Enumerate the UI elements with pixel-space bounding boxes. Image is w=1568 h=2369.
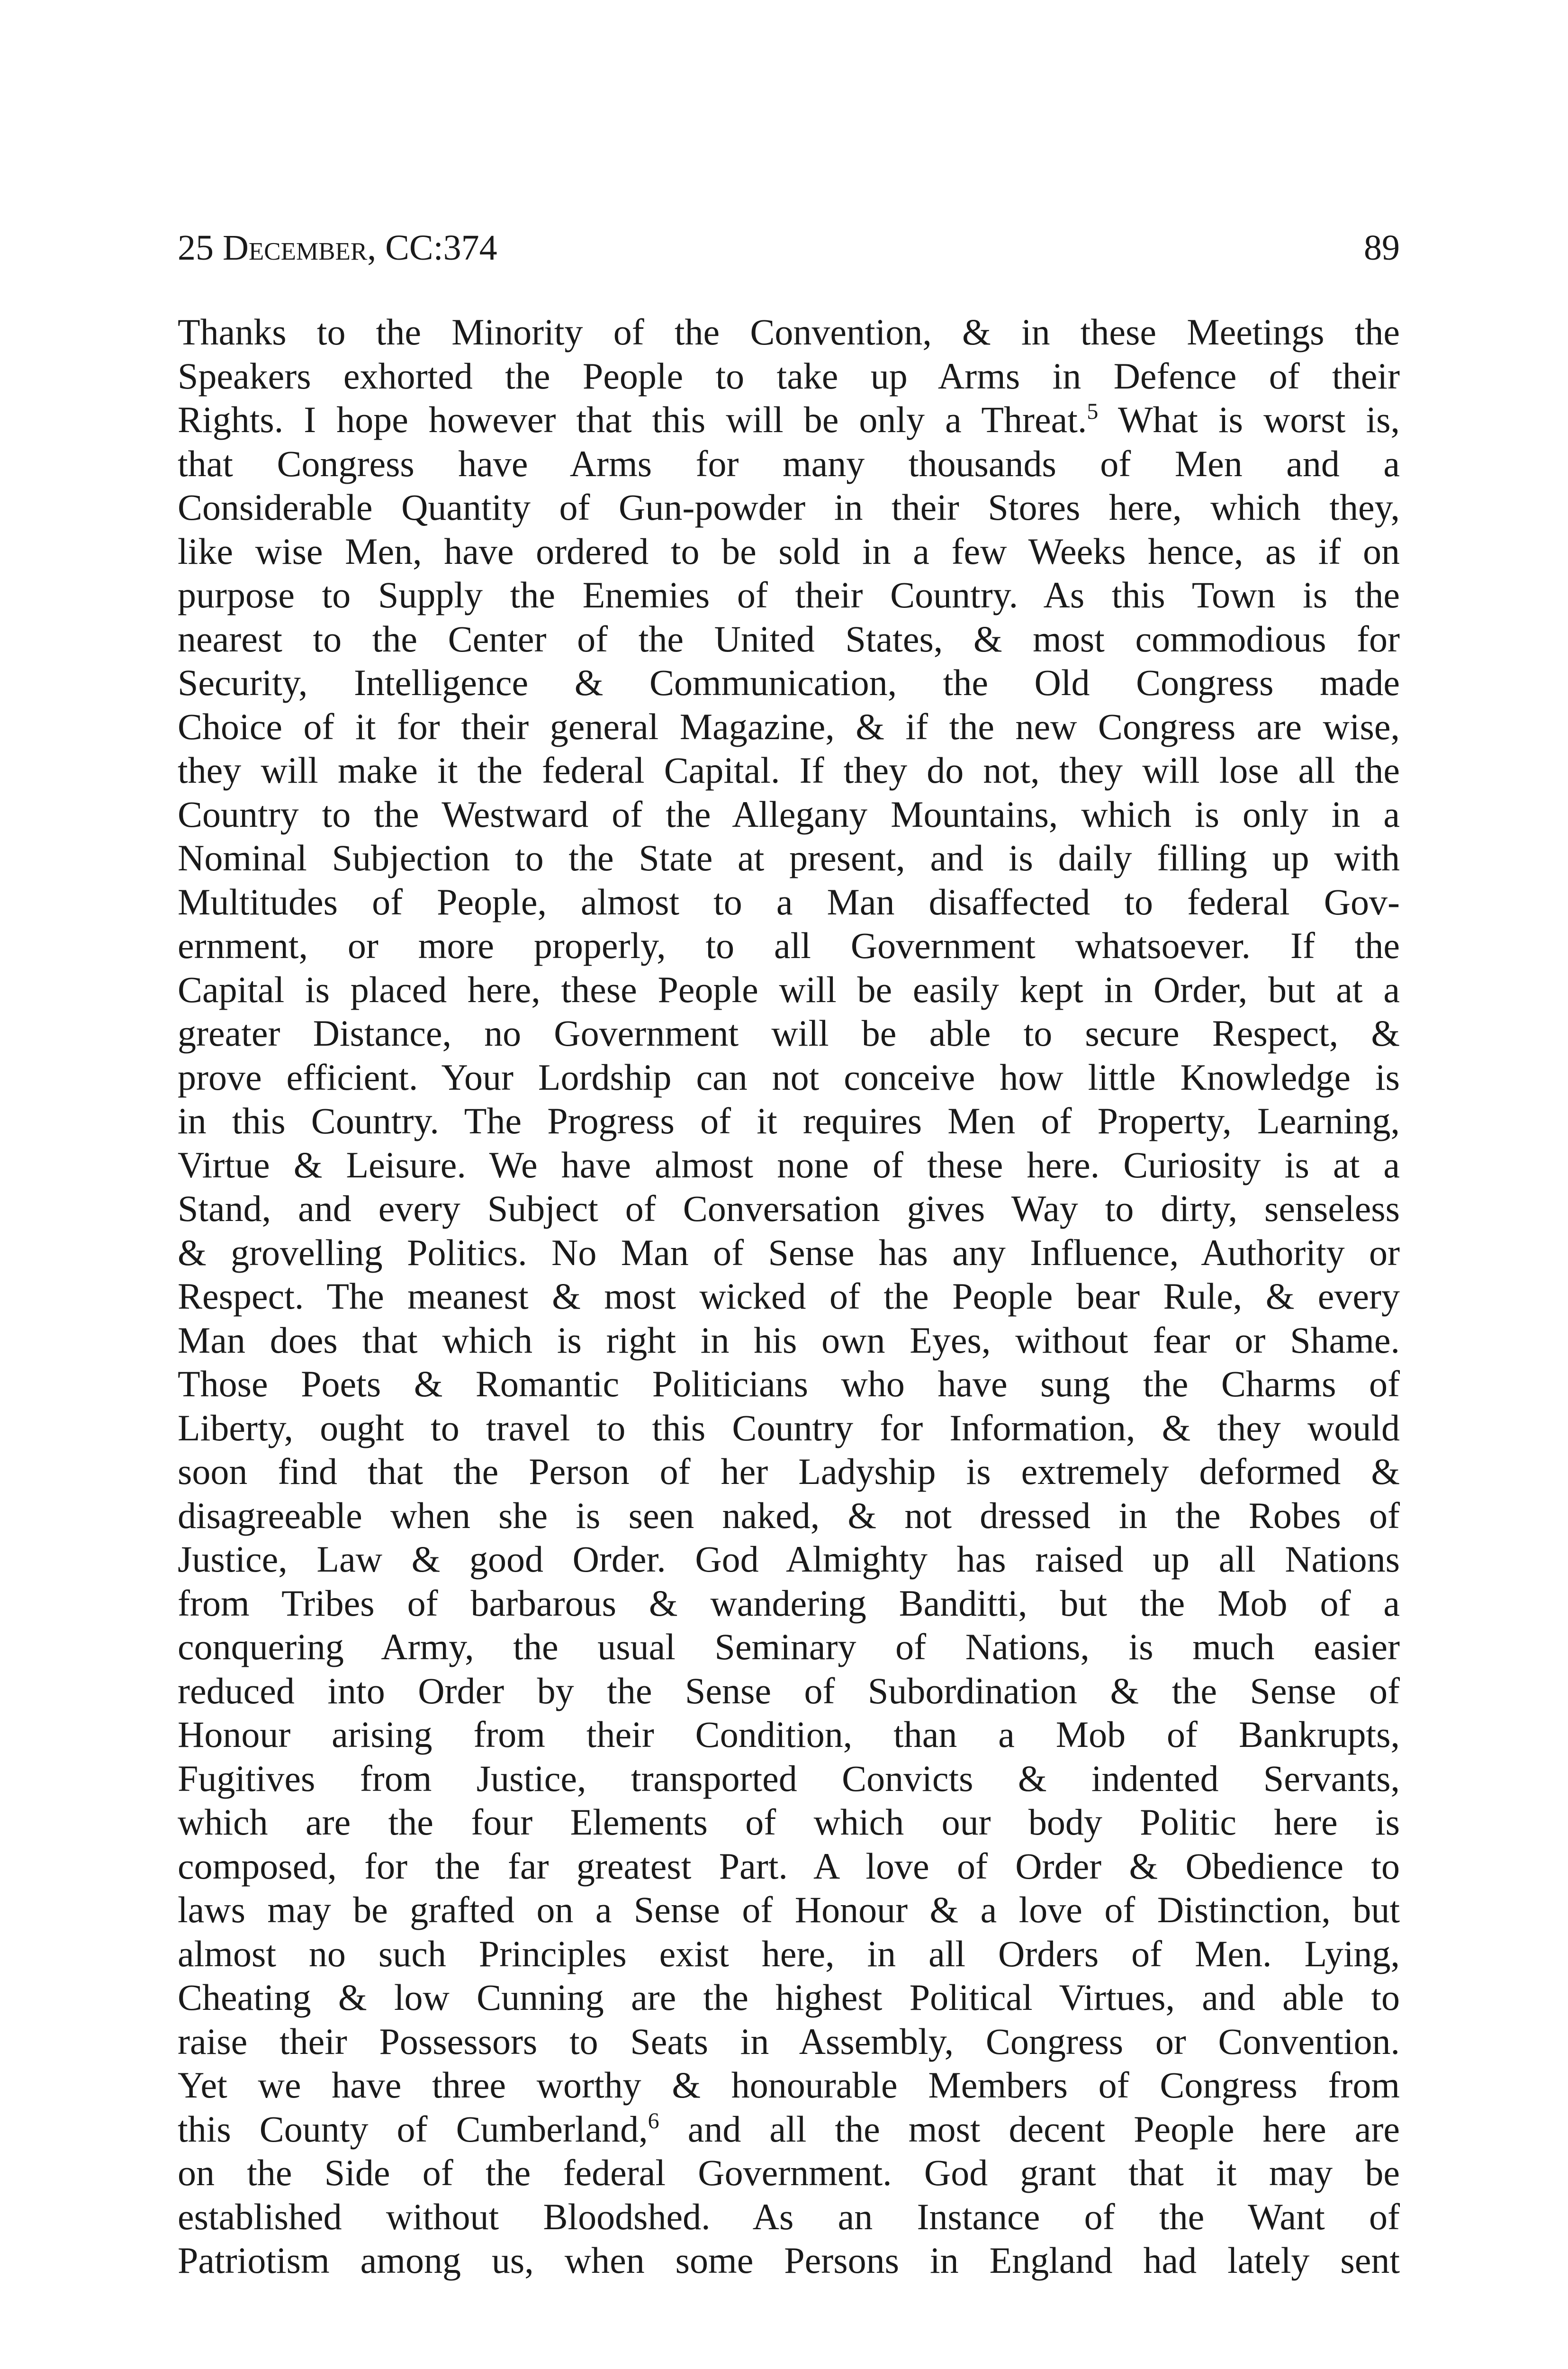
text-line: composed, for the far greatest Part. A love of Order & Obedience to	[178, 1845, 1400, 1887]
running-head-date-number: 25	[178, 228, 214, 268]
footnote-marker: 6	[648, 2108, 659, 2134]
text-line: disagreeable when she is seen naked, & not dressed in the Robes of	[178, 1494, 1400, 1536]
text-line: Liberty, ought to travel to this Country for Information, & they would	[178, 1407, 1400, 1448]
text-line: in this Country. The Progress of it requires Men of Property, Learning,	[178, 1100, 1400, 1141]
text-line: & grovelling Politics. No Man of Sense has any Influence, Authority or	[178, 1231, 1400, 1273]
text-line: they will make it the federal Capital. If they do not, they will lose all the	[178, 750, 1400, 791]
text-line: from Tribes of barbarous & wandering Banditti, but the Mob of a	[178, 1582, 1400, 1624]
text-line: Cheating & low Cunning are the highest Political Virtues, and able to	[178, 1977, 1400, 2018]
footnote-marker: 5	[1087, 399, 1099, 424]
running-head-title	[178, 222, 497, 274]
body-text	[178, 310, 1400, 2283]
text-line: purpose to Supply the Enemies of their Country. As this Town is the	[178, 574, 1400, 615]
text-line: prove efficient. Your Lordship can not conceive how little Knowledge is	[178, 1056, 1400, 1098]
text-line: Respect. The meanest & most wicked of the People bear Rule, & every	[178, 1275, 1400, 1317]
text-line: on the Side of the federal Government. God grant that it may be	[178, 2152, 1400, 2193]
text-line: raise their Possessors to Seats in Assembly, Congress or Convention.	[178, 2020, 1400, 2062]
text-line: established without Bloodshed. As an Instance of the Want of	[178, 2196, 1400, 2237]
text-line: nearest to the Center of the United States, & most commodious for	[178, 618, 1400, 660]
text-line: Patriotism among us, when some Persons in England had lately sent	[178, 2240, 1400, 2281]
text-line: Nominal Subjection to the State at present, and is daily filling up with	[178, 837, 1400, 878]
text-line: ernment, or more properly, to all Government whatsoever. If the	[178, 925, 1400, 966]
text-line: Speakers exhorted the People to take up Arms in Defence of their	[178, 355, 1400, 397]
text-line: almost no such Principles exist here, in all Orders of Men. Lying,	[178, 1933, 1400, 1974]
text-line: Considerable Quantity of Gun-powder in their Stores here, which they,	[178, 487, 1400, 528]
running-head-month: December	[223, 228, 368, 268]
running-head-document-ref: , CC:374	[367, 228, 497, 268]
text-line: Man does that which is right in his own Eyes, without fear or Shame.	[178, 1319, 1400, 1361]
text-line: Honour arising from their Condition, than a Mob of Bankrupts,	[178, 1714, 1400, 1755]
text-line: Virtue & Leisure. We have almost none of these here. Curiosity is at a	[178, 1144, 1400, 1185]
running-header	[178, 222, 1400, 274]
text-line: reduced into Order by the Sense of Subordination & the Sense of	[178, 1670, 1400, 1711]
text-line: greater Distance, no Government will be able to secure Respect, &	[178, 1013, 1400, 1054]
text-line: Choice of it for their general Magazine, & if the new Congress are wise,	[178, 705, 1400, 747]
text-line: Rights. I hope however that this will be only a Threat.$^5$ What is worst is,	[178, 399, 1400, 440]
text-line: like wise Men, have ordered to be sold in a few Weeks hence, as if on	[178, 530, 1400, 572]
text-line: conquering Army, the usual Seminary of Nations, is much easier	[178, 1626, 1400, 1667]
text-line: Stand, and every Subject of Conversation gives Way to dirty, senseless	[178, 1188, 1400, 1229]
page-number: 89	[1364, 228, 1400, 268]
text-line: that Congress have Arms for many thousands of Men and a	[178, 443, 1400, 484]
text-line: Yet we have three worthy & honourable Members of Congress from	[178, 2064, 1400, 2106]
text-line: Capital is placed here, these People will be easily kept in Order, but at a	[178, 968, 1400, 1010]
text-line: Country to the Westward of the Allegany Mountains, which is only in a	[178, 793, 1400, 835]
text-line: Multitudes of People, almost to a Man disaffected to federal Gov-	[178, 881, 1400, 922]
text-line: Security, Intelligence & Communication, the Old Congress made	[178, 662, 1400, 703]
text-line: which are the four Elements of which our body Politic here is	[178, 1801, 1400, 1843]
text-line: this County of Cumberland,$^6$ and all the most decent People here are	[178, 2108, 1400, 2150]
text-line: soon find that the Person of her Ladyship is extremely deformed &	[178, 1451, 1400, 1492]
text-line: Thanks to the Minority of the Convention, & in these Meetings the	[178, 311, 1400, 353]
text-line: Fugitives from Justice, transported Convicts & indented Servants,	[178, 1757, 1400, 1799]
text-line: Those Poets & Romantic Politicians who have sung the Charms of	[178, 1363, 1400, 1404]
text-line: laws may be grafted on a Sense of Honour & a love of Distinction, but	[178, 1889, 1400, 1930]
text-line: Justice, Law & good Order. God Almighty has raised up all Nations	[178, 1538, 1400, 1580]
